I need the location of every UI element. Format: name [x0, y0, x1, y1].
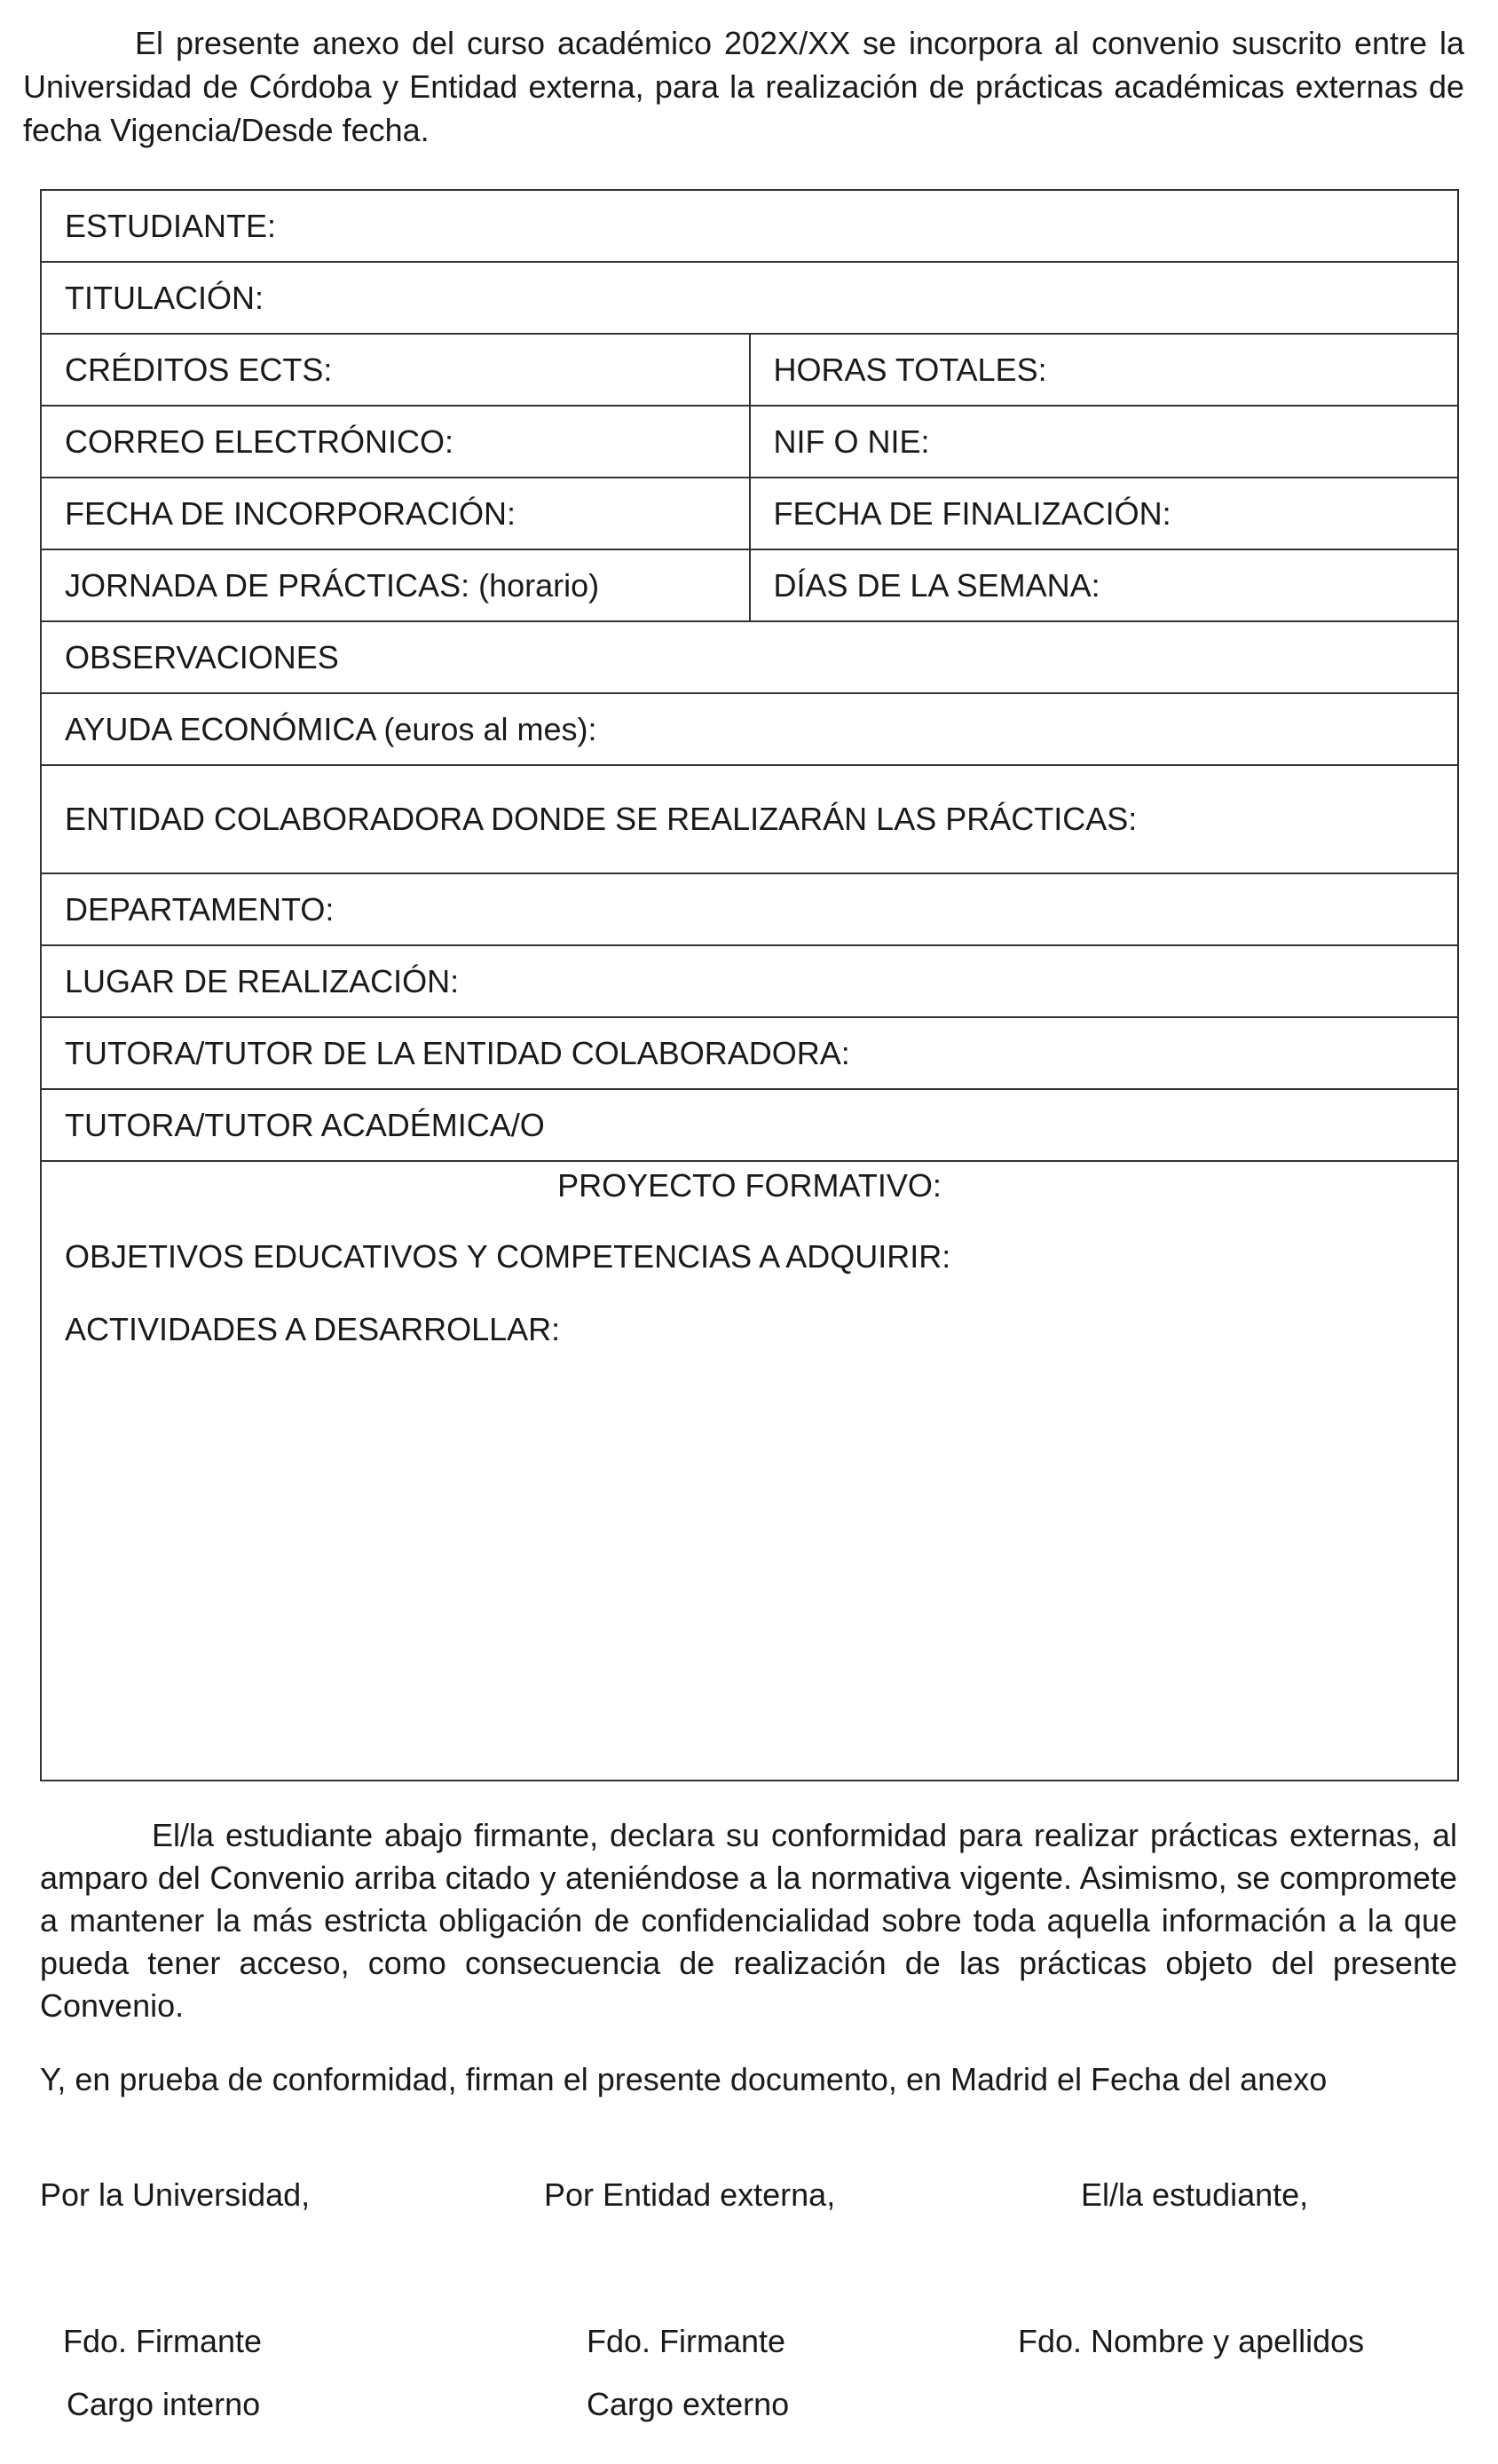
practicas-form-table: [40, 189, 1459, 1781]
signature-cargo-entidad: Cargo externo: [587, 2386, 790, 2422]
declaration-paragraph: El/la estudiante abajo firmante, declara su conformidad para realizar prácticas externas, al amparo del Convenio arriba citado y ateniéndose a la normativa vigente. Asimismo, se compromete a mantener la más estricta obligación de confidencialidad sobre toda aquella información a la que pueda tener acceso, como consecuencia de realización de las prácticas objeto del presente Convenio.: [40, 1817, 1457, 2024]
signature-fdo-entidad: Fdo. Firmante: [587, 2323, 786, 2359]
row-entidad: [41, 765, 1458, 873]
row-tutor-academico: [41, 1089, 1458, 1161]
field-lugar-realizacion[interactable]: LUGAR DE REALIZACIÓN:: [41, 945, 1458, 1017]
row-proyecto-formativo: [41, 1161, 1458, 1781]
field-correo-electronico[interactable]: CORREO ELECTRÓNICO:: [41, 406, 750, 478]
signature-heading-universidad: Por la Universidad,: [40, 2176, 311, 2213]
signature-heading-estudiante: El/la estudiante,: [1081, 2176, 1309, 2213]
intro-paragraph: El presente anexo del curso académico 202X/XX se incorpora al convenio suscrito entre la Universidad de Córdoba y Entidad externa, para la realización de prácticas académicas externas de fecha Vigencia/Desde fecha.: [23, 25, 1464, 148]
row-tutor-entidad: [41, 1017, 1458, 1089]
field-creditos-ects[interactable]: CRÉDITOS ECTS:: [41, 334, 750, 406]
field-fecha-incorporacion[interactable]: FECHA DE INCORPORACIÓN:: [41, 478, 750, 549]
field-dias-semana[interactable]: DÍAS DE LA SEMANA:: [750, 549, 1459, 621]
field-horas-totales[interactable]: HORAS TOTALES:: [750, 334, 1459, 406]
row-fechas: [41, 478, 1458, 549]
row-jornada-dias: [41, 549, 1458, 621]
field-departamento[interactable]: DEPARTAMENTO:: [41, 873, 1458, 945]
field-observaciones[interactable]: OBSERVACIONES: [41, 621, 1458, 693]
row-titulacion: [41, 262, 1458, 334]
field-ayuda-economica[interactable]: AYUDA ECONÓMICA (euros al mes):: [41, 693, 1458, 765]
field-fecha-finalizacion[interactable]: FECHA DE FINALIZACIÓN:: [750, 478, 1459, 549]
row-estudiante: [41, 190, 1458, 262]
row-creditos-horas: [41, 334, 1458, 406]
row-correo-nif: [41, 406, 1458, 478]
proyecto-formativo-box[interactable]: [41, 1161, 1458, 1781]
row-observaciones: [41, 621, 1458, 693]
field-tutor-academico[interactable]: TUTORA/TUTOR ACADÉMICA/O: [41, 1089, 1458, 1161]
signature-cargo-universidad: Cargo interno: [67, 2386, 261, 2422]
proyecto-formativo-title: PROYECTO FORMATIVO:: [557, 1167, 942, 1204]
signature-fdo-universidad: Fdo. Firmante: [63, 2323, 263, 2359]
field-nif-nie[interactable]: NIF O NIE:: [750, 406, 1459, 478]
signature-heading-entidad: Por Entidad externa,: [544, 2176, 836, 2213]
row-ayuda: [41, 693, 1458, 765]
field-tutor-entidad[interactable]: TUTORA/TUTOR DE LA ENTIDAD COLABORADORA:: [41, 1017, 1458, 1089]
row-departamento: [41, 873, 1458, 945]
field-estudiante[interactable]: ESTUDIANTE:: [41, 190, 1458, 262]
field-jornada-practicas[interactable]: JORNADA DE PRÁCTICAS: (horario): [41, 549, 750, 621]
row-lugar: [41, 945, 1458, 1017]
actividades-label: ACTIVIDADES A DESARROLLAR:: [65, 1311, 561, 1347]
conformity-line: Y, en prueba de conformidad, firman el presente documento, en Madrid el Fecha del anexo: [40, 2061, 1328, 2097]
objetivos-label: OBJETIVOS EDUCATIVOS Y COMPETENCIAS A ADQUIRIR:: [65, 1238, 951, 1275]
signature-fdo-estudiante: Fdo. Nombre y apellidos: [1018, 2323, 1365, 2359]
field-titulacion[interactable]: TITULACIÓN:: [41, 262, 1458, 334]
field-entidad-colaboradora[interactable]: ENTIDAD COLABORADORA DONDE SE REALIZARÁN LAS PRÁCTICAS:: [41, 765, 1458, 873]
